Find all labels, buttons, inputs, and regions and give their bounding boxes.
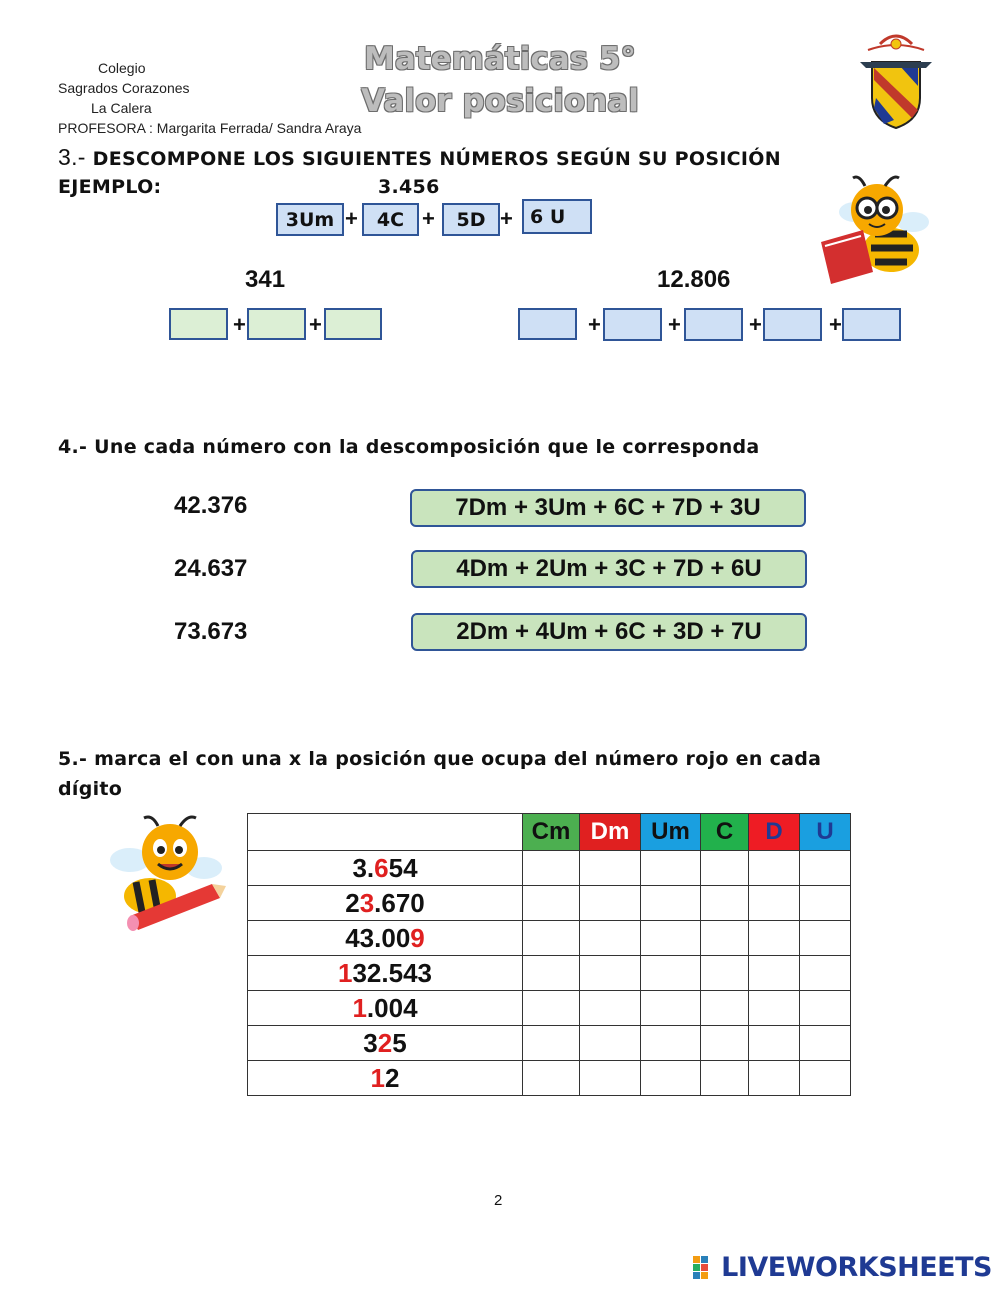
answer-box[interactable] — [842, 308, 901, 341]
plus-sign: + — [500, 206, 513, 231]
mark-cell-u[interactable] — [800, 921, 851, 956]
table-row — [248, 1061, 851, 1096]
table-row — [248, 851, 851, 886]
plus-sign: + — [668, 312, 681, 337]
mark-cell-cm[interactable] — [523, 1026, 580, 1061]
number-cell — [248, 886, 523, 921]
mark-cell-dm[interactable] — [580, 1026, 641, 1061]
match-number-3[interactable]: 73.673 — [174, 618, 248, 645]
digits-post: .004 — [366, 992, 418, 1023]
number-cell — [248, 991, 523, 1026]
mark-cell-um[interactable] — [641, 886, 701, 921]
column-header-cm: Cm — [523, 814, 580, 851]
section5-instruction-line2: dígito — [58, 778, 123, 800]
mark-cell-dm[interactable] — [580, 956, 641, 991]
digits-post: 54 — [388, 852, 418, 883]
answer-box[interactable] — [763, 308, 822, 341]
plus-sign: + — [422, 206, 435, 231]
mark-cell-u[interactable] — [800, 1026, 851, 1061]
column-header-u: U — [800, 814, 851, 851]
mark-cell-u[interactable] — [800, 956, 851, 991]
mark-cell-cm[interactable] — [523, 851, 580, 886]
plus-sign: + — [749, 312, 762, 337]
mark-cell-c[interactable] — [701, 956, 749, 991]
answer-box[interactable] — [169, 308, 228, 340]
table-row — [248, 1026, 851, 1061]
teacher-names: PROFESORA : Margarita Ferrada/ Sandra Araya — [58, 120, 362, 136]
liveworksheets-logo-icon — [693, 1256, 717, 1280]
mark-cell-u[interactable] — [800, 1061, 851, 1096]
number-cell — [248, 851, 523, 886]
example-label: EJEMPLO: — [58, 176, 162, 198]
mark-cell-d[interactable] — [749, 1026, 800, 1061]
example-part-tens: 5D — [442, 203, 500, 236]
match-number-1[interactable]: 42.376 — [174, 492, 248, 519]
mark-cell-um[interactable] — [641, 851, 701, 886]
table-row — [248, 921, 851, 956]
plus-sign: + — [588, 312, 601, 337]
number-cell — [248, 956, 523, 991]
plus-sign: + — [345, 206, 358, 231]
number-cell — [248, 1061, 523, 1096]
exercise2-number: 12.806 — [657, 266, 731, 293]
digits-post: .670 — [374, 887, 425, 918]
section3-number: 3.- — [58, 144, 86, 170]
answer-box[interactable] — [247, 308, 306, 340]
column-header-c: C — [701, 814, 749, 851]
liveworksheets-logo[interactable] — [693, 1252, 992, 1283]
red-digit: 6 — [374, 852, 389, 883]
mark-cell-c[interactable] — [701, 1026, 749, 1061]
digits-post: 2 — [385, 1062, 400, 1093]
digits-pre: 3 — [363, 1027, 378, 1058]
example-part-units: 6 U — [522, 199, 592, 234]
number-cell — [248, 921, 523, 956]
section5-instruction — [58, 744, 821, 804]
mark-cell-dm[interactable] — [580, 1061, 641, 1096]
digits-post: 5 — [392, 1027, 407, 1058]
red-digit: 3 — [359, 887, 375, 918]
mark-cell-cm[interactable] — [523, 886, 580, 921]
mark-cell-um[interactable] — [641, 1026, 701, 1061]
answer-box[interactable] — [684, 308, 743, 341]
plus-sign: + — [233, 312, 246, 337]
decomposition-option-1[interactable]: 7Dm + 3Um + 6C + 7D + 3U — [410, 489, 806, 527]
answer-box[interactable] — [324, 308, 382, 340]
table-row — [248, 886, 851, 921]
red-digit: 1 — [338, 957, 353, 988]
mark-cell-um[interactable] — [641, 956, 701, 991]
liveworksheets-logo-text: LIVEWORKSHEETS — [721, 1252, 992, 1283]
decomposition-option-3[interactable]: 2Dm + 4Um + 6C + 3D + 7U — [411, 613, 807, 651]
mark-cell-u[interactable] — [800, 991, 851, 1026]
column-header-um: Um — [641, 814, 701, 851]
table-row — [248, 991, 851, 1026]
mark-cell-c[interactable] — [701, 1061, 749, 1096]
example-part-thousands: 3Um — [276, 203, 344, 236]
mark-cell-dm[interactable] — [580, 851, 641, 886]
answer-box[interactable] — [603, 308, 662, 341]
mark-cell-dm[interactable] — [580, 921, 641, 956]
mark-cell-um[interactable] — [641, 1061, 701, 1096]
mark-cell-d[interactable] — [749, 851, 800, 886]
mark-cell-dm[interactable] — [580, 886, 641, 921]
digits-pre: 3. — [352, 852, 375, 883]
column-header-dm: Dm — [580, 814, 641, 851]
school-name-line3: La Calera — [91, 100, 152, 116]
example-part-hundreds: 4C — [362, 203, 419, 236]
mark-cell-d[interactable] — [749, 991, 800, 1026]
match-number-2[interactable]: 24.637 — [174, 555, 248, 582]
mark-cell-cm[interactable] — [523, 991, 580, 1026]
mark-cell-cm[interactable] — [523, 921, 580, 956]
plus-sign: + — [309, 312, 322, 337]
title-line1: Matemáticas 5° — [364, 41, 636, 77]
pencil-bee-icon — [100, 812, 228, 936]
mark-cell-c[interactable] — [701, 921, 749, 956]
title-line2: Valor posicional — [361, 83, 639, 119]
section4-instruction: 4.- Une cada número con la descomposición que le corresponda — [58, 436, 760, 458]
red-digit: 1 — [370, 1062, 385, 1093]
mark-cell-c[interactable] — [701, 991, 749, 1026]
digits-pre: 2 — [345, 887, 360, 918]
place-value-table — [247, 813, 851, 1096]
mark-cell-dm[interactable] — [580, 991, 641, 1026]
reading-bee-icon — [815, 172, 935, 290]
red-digit: 1 — [352, 992, 367, 1023]
mark-cell-c[interactable] — [701, 886, 749, 921]
answer-box[interactable] — [518, 308, 577, 340]
number-cell — [248, 1026, 523, 1061]
plus-sign: + — [829, 312, 842, 337]
digits-pre: 43.00 — [345, 922, 411, 953]
mark-cell-u[interactable] — [800, 886, 851, 921]
mark-cell-um[interactable] — [641, 991, 701, 1026]
red-digit: 2 — [377, 1027, 393, 1058]
mark-cell-u[interactable] — [800, 851, 851, 886]
school-crest-icon — [860, 28, 932, 130]
decomposition-option-2[interactable]: 4Dm + 2Um + 3C + 7D + 6U — [411, 550, 807, 588]
table-row — [248, 956, 851, 991]
mark-cell-um[interactable] — [641, 921, 701, 956]
mark-cell-cm[interactable] — [523, 1061, 580, 1096]
section3-text: DESCOMPONE LOS SIGUIENTES NÚMEROS SEGÚN SU POSICIÓN — [92, 148, 781, 170]
table-header-row — [248, 814, 851, 851]
red-digit: 9 — [410, 922, 425, 953]
mark-cell-d[interactable] — [749, 956, 800, 991]
mark-cell-c[interactable] — [701, 851, 749, 886]
section3-instruction — [58, 144, 781, 171]
example-number: 3.456 — [378, 176, 440, 198]
column-header-d: D — [749, 814, 800, 851]
section5-instruction-line1: 5.- marca el con una x la posición que ocupa del número rojo en cada — [58, 748, 822, 770]
school-name-line1: Colegio — [98, 60, 146, 76]
page-number: 2 — [494, 1192, 503, 1209]
mark-cell-d[interactable] — [749, 921, 800, 956]
digits-post: 32.543 — [352, 957, 432, 988]
exercise1-number: 341 — [245, 266, 286, 293]
mark-cell-cm[interactable] — [523, 956, 580, 991]
school-name-line2: Sagrados Corazones — [58, 80, 190, 96]
mark-cell-d[interactable] — [749, 1061, 800, 1096]
table-header-blank — [248, 814, 523, 851]
page-title — [300, 38, 700, 122]
mark-cell-d[interactable] — [749, 886, 800, 921]
